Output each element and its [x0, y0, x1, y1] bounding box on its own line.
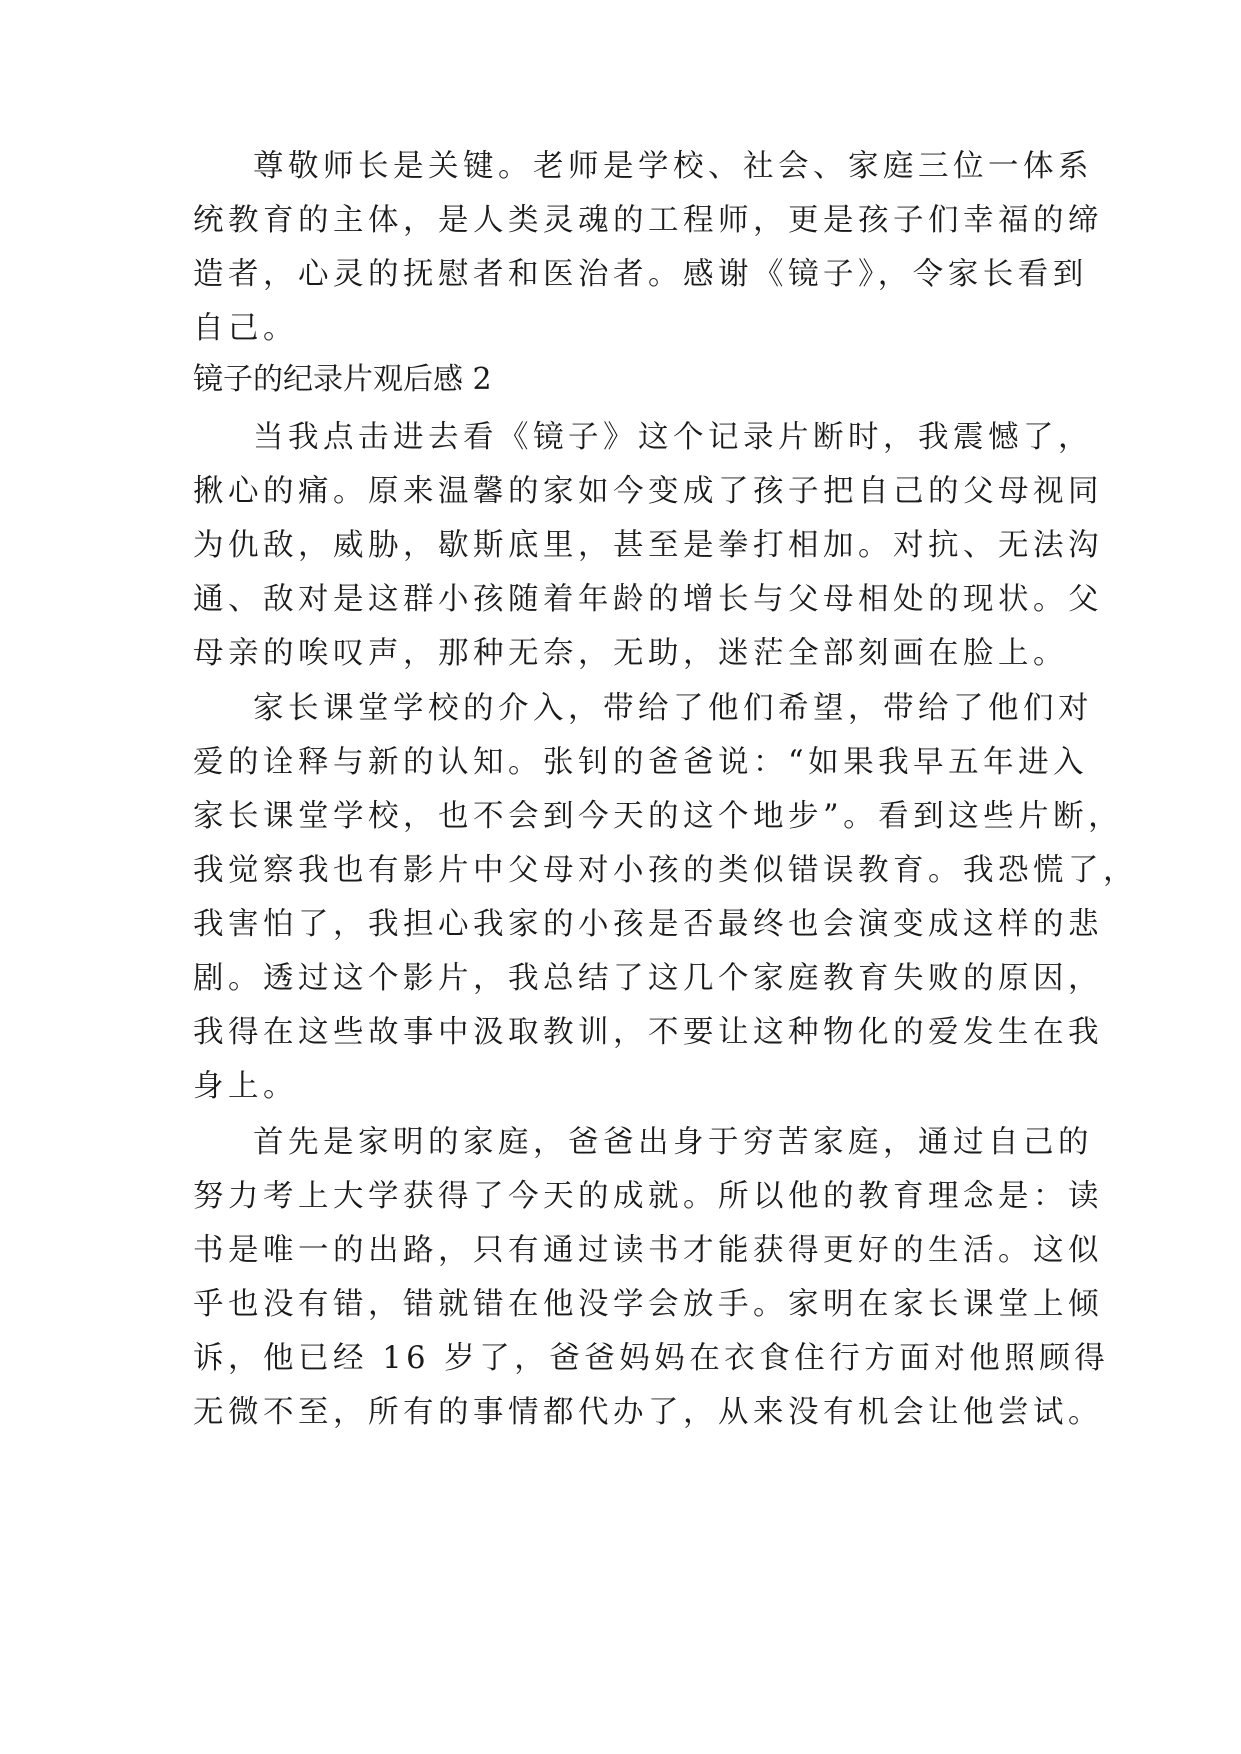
paragraph-2-line-5: 母亲的唉叹声，那种无奈，无助，迷茫全部刻画在脸上。: [193, 636, 1068, 671]
paragraph-2-line-2: 揪心的痛。原来温馨的家如今变成了孩子把自己的父母视同: [193, 474, 1103, 509]
paragraph-3-line-5: 我害怕了，我担心我家的小孩是否最终也会演变成这样的悲: [193, 907, 1103, 942]
paragraph-3-line-8: 身上。: [193, 1069, 298, 1104]
paragraph-2-line-1: 当我点击进去看《镜子》这个记录片断时，我震憾了，: [253, 420, 1093, 455]
paragraph-4-line-4: 乎也没有错，错就错在他没学会放手。家明在家长课堂上倾: [193, 1287, 1103, 1322]
paragraph-2-line-4: 通、敌对是这群小孩随着年龄的增长与父母相处的现状。父: [193, 582, 1103, 617]
paragraph-3-line-4: 我觉察我也有影片中父母对小孩的类似错误教育。我恐慌了，: [193, 853, 1138, 888]
section-heading: 镜子的纪录片观后感 2: [193, 362, 492, 397]
paragraph-1-line-4: 自己。: [193, 311, 298, 346]
paragraph-2-line-3: 为仇敌，威胁，歇斯底里，甚至是拳打相加。对抗、无法沟: [193, 528, 1103, 563]
paragraph-4-line-5: 诉，他已经 16 岁了，爸爸妈妈在衣食住行方面对他照顾得: [193, 1341, 1110, 1376]
paragraph-3-line-6: 剧。透过这个影片，我总结了这几个家庭教育失败的原因，: [193, 961, 1103, 996]
paragraph-4-line-6: 无微不至，所有的事情都代办了，从来没有机会让他尝试。: [193, 1395, 1103, 1430]
paragraph-4-line-2: 努力考上大学获得了今天的成就。所以他的教育理念是：读: [193, 1179, 1103, 1214]
paragraph-4-line-3: 书是唯一的出路，只有通过读书才能获得更好的生活。这似: [193, 1233, 1103, 1268]
paragraph-3-line-3: 家长课堂学校，也不会到今天的这个地步”。看到这些片断，: [193, 799, 1124, 834]
paragraph-3-line-1: 家长课堂学校的介入，带给了他们希望，带给了他们对: [253, 691, 1093, 726]
paragraph-1-line-2: 统教育的主体，是人类灵魂的工程师，更是孩子们幸福的缔: [193, 203, 1103, 238]
paragraph-3-line-2: 爱的诠释与新的认知。张钊的爸爸说：“如果我早五年进入: [193, 745, 1089, 780]
paragraph-1-line-1: 尊敬师长是关键。老师是学校、社会、家庭三位一体系: [253, 149, 1093, 184]
paragraph-1-line-3: 造者，心灵的抚慰者和医治者。感谢《镜子》，令家长看到: [193, 257, 1088, 292]
paragraph-4-line-1: 首先是家明的家庭，爸爸出身于穷苦家庭，通过自己的: [253, 1125, 1093, 1160]
paragraph-3-line-7: 我得在这些故事中汲取教训，不要让这种物化的爱发生在我: [193, 1015, 1103, 1050]
